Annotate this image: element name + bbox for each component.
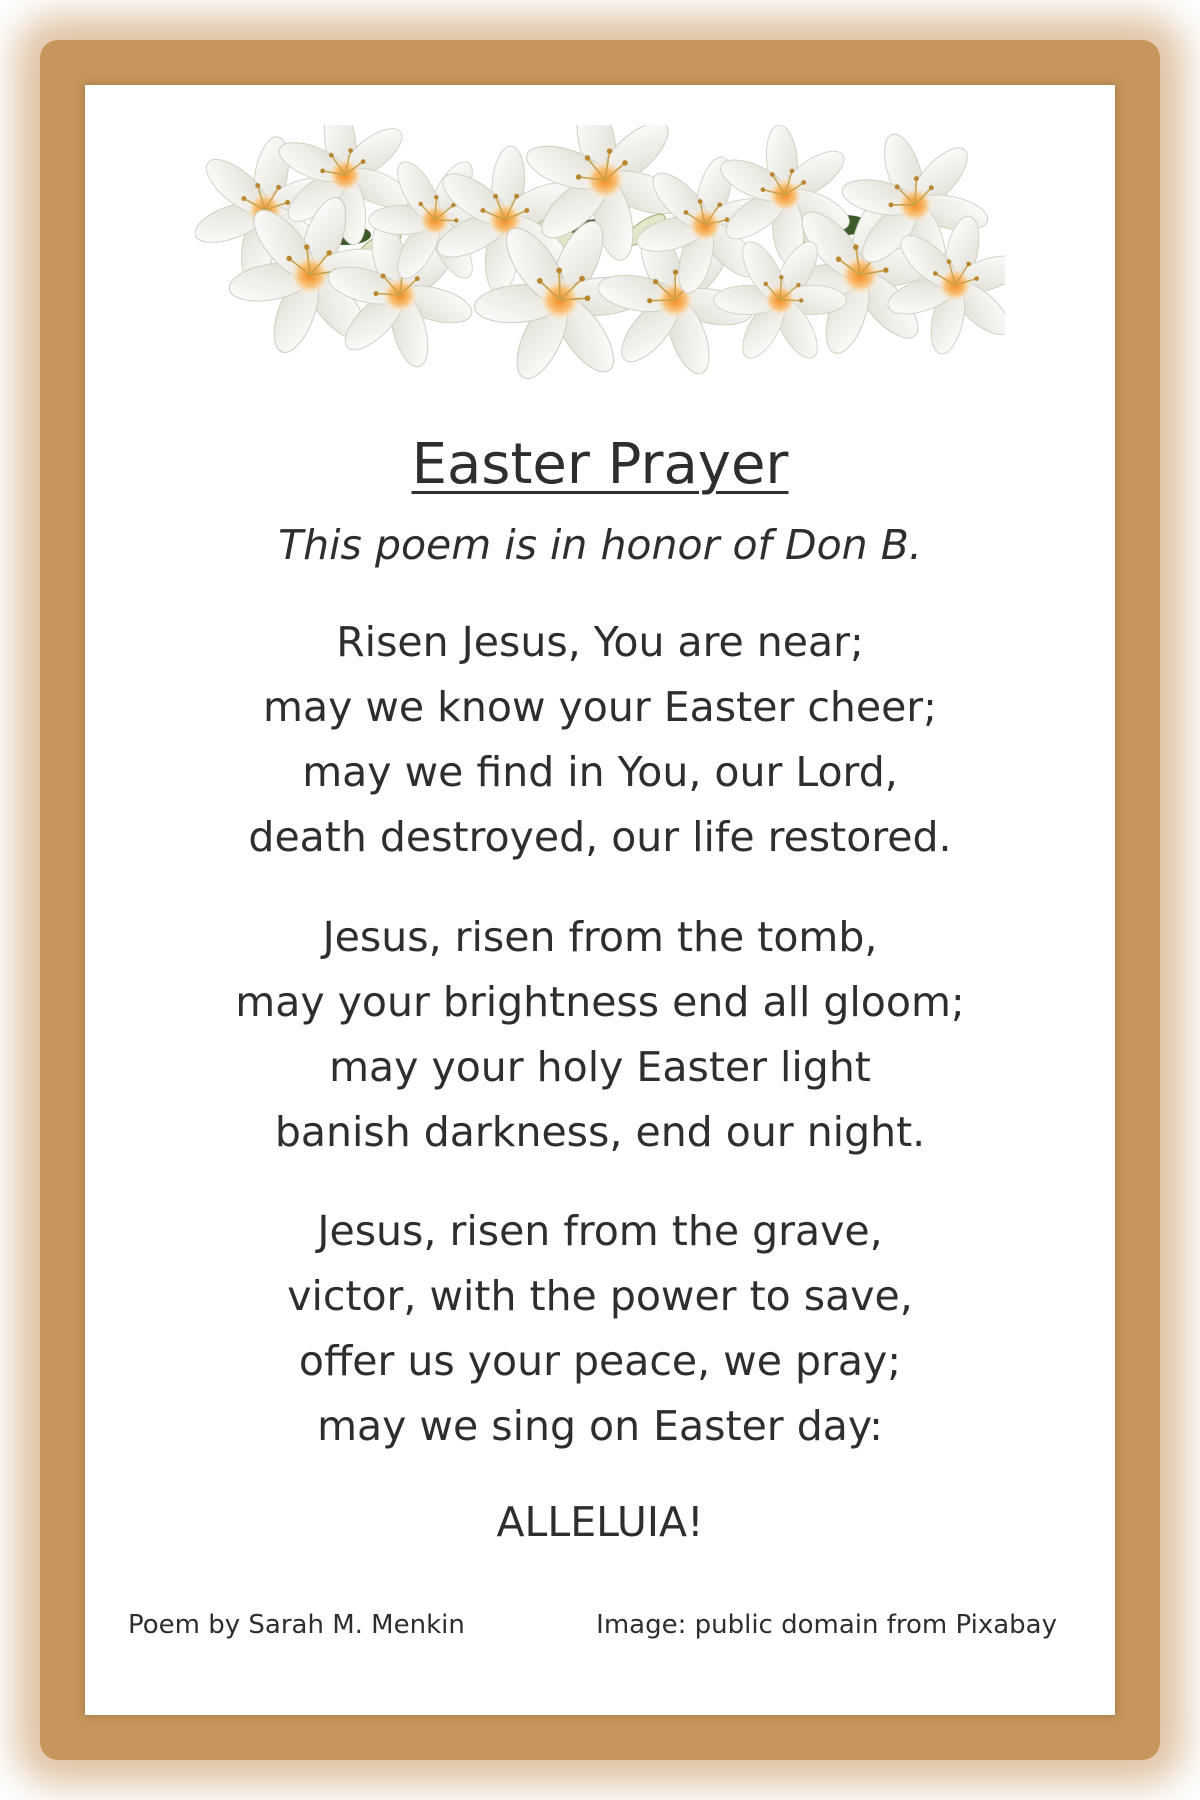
dedication-subtitle: This poem is in honor of Don B. [278,521,922,569]
lily-bouquet-image [195,125,1005,405]
verse-line: victor, with the power to save, [287,1272,913,1320]
stanza-2 [85,905,1115,1165]
poem-title: Easter Prayer [411,432,789,497]
poem-credit: Poem by Sarah M. Menkin [128,1610,465,1640]
verse-line: offer us your peace, we pray; [298,1337,902,1385]
verse-line: may we know your Easter cheer; [263,683,937,731]
verse-line: Risen Jesus, You are near; [336,618,864,666]
verse-line: may your brightness end all gloom; [235,978,965,1026]
verse-line: may your holy Easter light [329,1043,871,1091]
verse-line: banish darkness, end our night. [274,1108,926,1156]
verse-line: Jesus, risen from the tomb, [322,913,878,961]
verse-line: may we find in You, our Lord, [302,748,898,796]
stanza-3 [85,1199,1115,1459]
verse-line: Jesus, risen from the grave, [317,1207,883,1255]
poem-card [85,85,1115,1715]
verse-line: death destroyed, our life restored. [248,813,952,861]
closing-alleluia: ALLELUIA! [496,1498,704,1546]
verse-line: may we sing on Easter day: [317,1402,883,1450]
stanza-1 [85,610,1115,870]
image-credit: Image: public domain from Pixabay [596,1610,1057,1640]
